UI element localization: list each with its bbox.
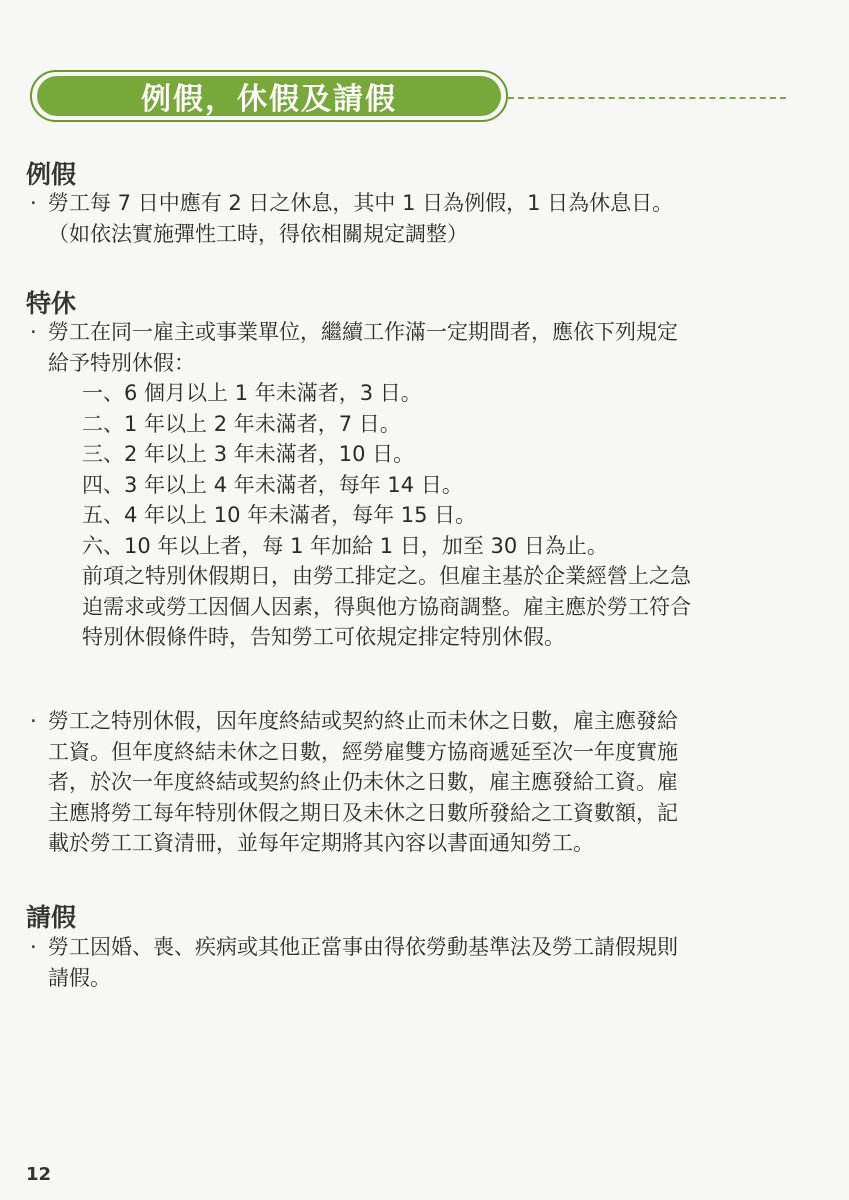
annual-leave-item-2: 二、1 年以上 2 年未滿者，7 日。 (82, 411, 401, 436)
leave-paragraph (30, 932, 678, 993)
unused-leave-line-3: 者，於次一年度終結或契約終止仍未休之日數，雇主應發給工資。雇 (48, 770, 678, 794)
banner-dashed-line (508, 97, 786, 99)
rest-day-line-2: （如依法實施彈性工時，得依相關規定調整） (48, 221, 468, 246)
section-banner (30, 70, 508, 122)
unused-leave-line-1: · 勞工之特別休假，因年度終結或契約終止而未休之日數，雇主應發給 (30, 706, 678, 737)
annual-leave-note-line-2: 迫需求或勞工因個人因素，得與他方協商調整。雇主應於勞工符合 (82, 594, 691, 619)
leave-line-1: · 勞工因婚、喪、疾病或其他正當事由得依勞動基準法及勞工請假規則 (30, 932, 678, 963)
bullet-marker: · (30, 709, 37, 733)
section-banner-fill (37, 76, 501, 116)
heading-annual-leave: 特休 (26, 289, 77, 318)
annual-leave-item-3: 三、2 年以上 3 年未滿者，10 日。 (82, 442, 415, 466)
page-title: 例假，休假及請假 (141, 82, 397, 117)
page-number: 12 (26, 1164, 52, 1185)
leave-line-2: 請假。 (48, 965, 111, 990)
rest-day-line-1: · 勞工每 7 日中應有 2 日之休息，其中 1 日為例假，1 日為休息日。 (30, 188, 673, 219)
annual-leave-paragraph (30, 317, 691, 653)
bullet-marker: · (30, 320, 37, 344)
bullet-marker: · (30, 191, 37, 215)
annual-leave-item-4: 四、3 年以上 4 年未滿者，每年 14 日。 (82, 472, 463, 497)
bullet-marker: · (30, 935, 37, 959)
heading-rest-day: 例假 (26, 160, 77, 189)
unused-leave-paragraph (30, 706, 678, 859)
heading-leave: 請假 (26, 903, 77, 932)
annual-leave-note-line-1: 前項之特別休假期日，由勞工排定之。但雇主基於企業經營上之急 (82, 564, 691, 588)
annual-leave-item-1: 一、6 個月以上 1 年未滿者，3 日。 (82, 381, 422, 405)
annual-leave-intro-line-1: · 勞工在同一雇主或事業單位，繼續工作滿一定期間者，應依下列規定 (30, 317, 691, 348)
unused-leave-line-5: 載於勞工工資清冊，並每年定期將其內容以書面通知勞工。 (48, 831, 594, 855)
unused-leave-line-2: 工資。但年度終結未休之日數，經勞雇雙方協商遞延至次一年度實施 (48, 739, 678, 764)
annual-leave-item-6: 六、10 年以上者，每 1 年加給 1 日，加至 30 日為止。 (82, 533, 608, 558)
annual-leave-item-5: 五、4 年以上 10 年未滿者，每年 15 日。 (82, 503, 477, 527)
annual-leave-note-line-3: 特別休假條件時，告知勞工可依規定排定特別休假。 (82, 625, 565, 649)
annual-leave-intro-line-2: 給予特別休假： (48, 350, 195, 375)
unused-leave-line-4: 主應將勞工每年特別休假之期日及未休之日數所發給之工資數額，記 (48, 800, 678, 825)
rest-day-paragraph (30, 188, 673, 249)
